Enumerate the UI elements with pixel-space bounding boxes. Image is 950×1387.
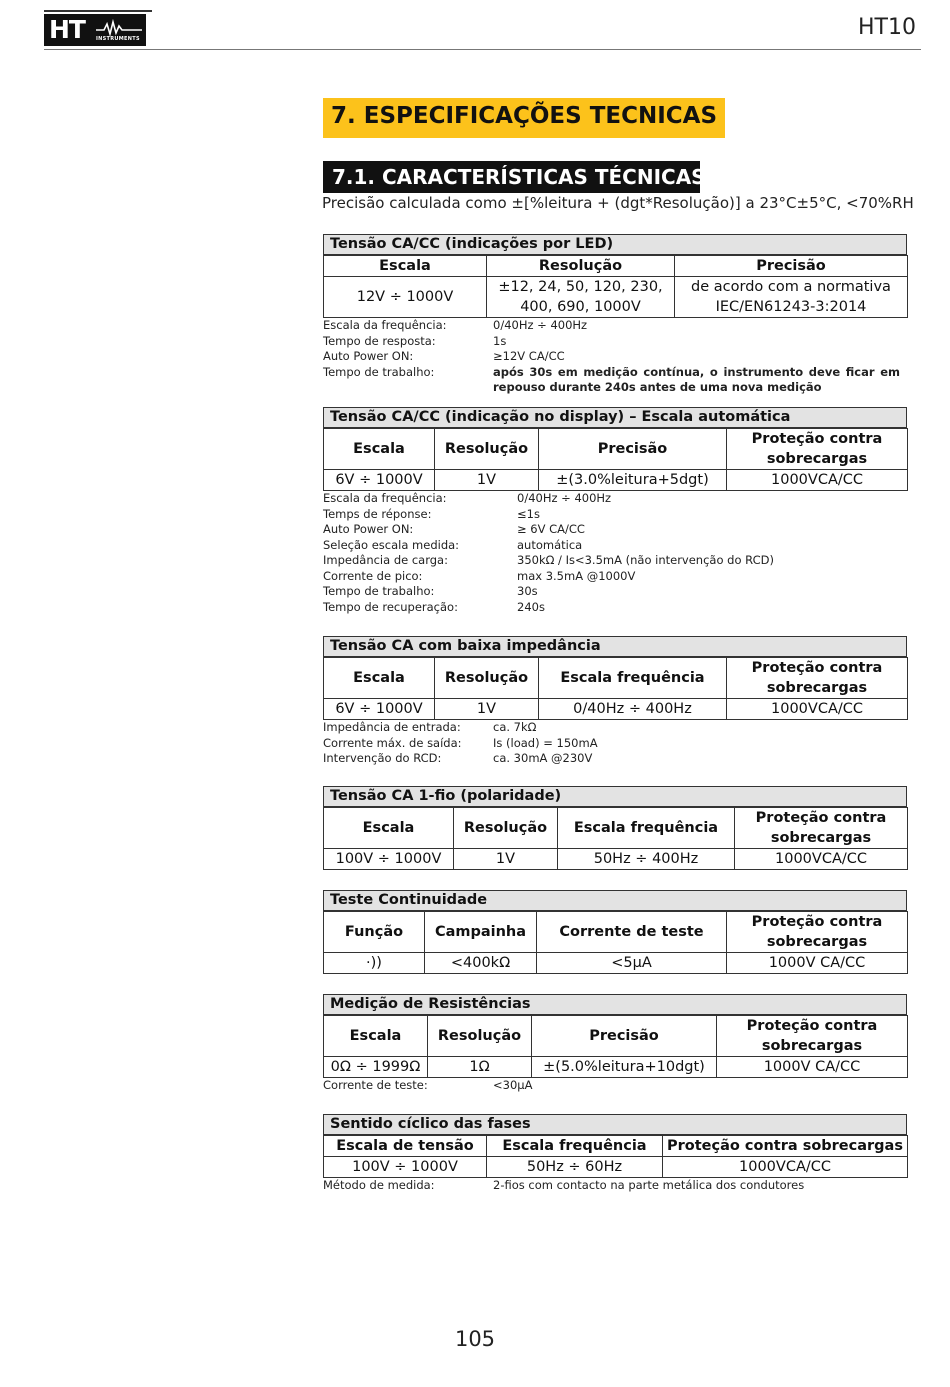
table-cell: 1V (435, 699, 539, 720)
table-cell: 100V ÷ 1000V (324, 1157, 487, 1178)
col-header: Escala (324, 808, 454, 849)
col-header: Proteção contra sobrecargas (663, 1136, 908, 1157)
note-key: Tempo de trabalho: (323, 364, 435, 379)
note-key: Escala da frequência: (323, 491, 447, 505)
table-cell: 0/40Hz ÷ 400Hz (539, 699, 727, 720)
logo-text: HT (49, 15, 85, 44)
buzzer-icon: ·)) (324, 953, 425, 974)
spec-table-display (323, 407, 907, 491)
col-header: Resolução (435, 658, 539, 699)
brand-logo (44, 14, 146, 46)
note-value: 0/40Hz ÷ 400Hz (517, 491, 612, 505)
note-value: Is (load) = 150mA (493, 735, 598, 750)
note-key: Intervenção do RCD: (323, 751, 442, 765)
spec-table-resistance (323, 994, 907, 1078)
table-cell: 1000VCA/CC (727, 699, 908, 720)
note-key: Auto Power ON: (323, 349, 414, 363)
col-header: Proteção contra sobrecargas (717, 1016, 908, 1057)
waveform-icon (96, 19, 142, 37)
note-value: ≥12V CA/CC (493, 349, 565, 363)
table-title: Tensão CA com baixa impedância (323, 636, 907, 657)
note-value: ca. 7kΩ (493, 720, 537, 734)
col-header: Precisão (532, 1016, 717, 1057)
note-value: após 30s em medição contínua, o instrumento deve ficar em repouso durante 240s antes de uma nova medição (493, 364, 900, 394)
col-header: Escala (324, 256, 487, 277)
table-cell: 50Hz ÷ 60Hz (487, 1157, 663, 1178)
note-key: Corrente máx. de saída: (323, 735, 462, 750)
table-title: Tensão CA 1-fio (polaridade) (323, 786, 907, 807)
table-cell: 1V (454, 849, 558, 870)
note-key: Corrente de pico: (323, 568, 423, 583)
note-key: Escala da frequência: (323, 318, 447, 332)
note-key: Tempo de recuperação: (323, 599, 458, 614)
col-header: Escala frequência (539, 658, 727, 699)
col-header: Escala de tensão (324, 1136, 487, 1157)
col-header: Função (324, 912, 425, 953)
col-header: Proteção contra sobrecargas (727, 658, 908, 699)
table-cell: 6V ÷ 1000V (324, 699, 435, 720)
table-cell: 100V ÷ 1000V (324, 849, 454, 870)
table-cell: de acordo com a normativa IEC/EN61243-3:2014 (675, 277, 908, 318)
table-cell: 1V (435, 470, 539, 491)
section-heading: 7.1. CARACTERÍSTICAS TÉCNICAS (323, 161, 700, 193)
table-cell: 50Hz ÷ 400Hz (558, 849, 735, 870)
col-header: Escala frequência (558, 808, 735, 849)
note-key: Tempo de resposta: (323, 333, 436, 348)
spec-table-phase-sequence (323, 1114, 907, 1178)
table-title: Tensão CA/CC (indicações por LED) (323, 234, 907, 255)
note-key: Tempo de trabalho: (323, 584, 435, 598)
note-key: Corrente de teste: (323, 1078, 428, 1092)
note-value: ≤1s (517, 506, 540, 521)
table-cell: <400kΩ (425, 953, 537, 974)
col-header: Resolução (487, 256, 675, 277)
chapter-heading: 7. ESPECIFICAÇÕES TECNICAS (323, 98, 725, 138)
table-cell: 12V ÷ 1000V (324, 277, 487, 318)
logo-subtext: INSTRUMENTS (96, 36, 140, 42)
col-header: Escala frequência (487, 1136, 663, 1157)
accuracy-intro: Precisão calculada como ±[%leitura + (dgt*Resolução)] a 23°C±5°C, <70%RH (322, 194, 914, 212)
note-value: max 3.5mA @1000V (517, 568, 636, 583)
note-value: 240s (517, 599, 545, 614)
col-header: Proteção contra sobrecargas (727, 429, 908, 470)
note-value: 1s (493, 333, 507, 348)
col-header: Proteção contra sobrecargas (727, 912, 908, 953)
note-value: automática (517, 537, 583, 552)
spec-table-led (323, 234, 907, 318)
note-value: 350kΩ / Is<3.5mA (não intervenção do RCD) (517, 553, 774, 567)
note-key: Auto Power ON: (323, 522, 414, 536)
note-key: Temps de réponse: (323, 506, 432, 521)
table-cell: 1000V CA/CC (717, 1057, 908, 1078)
note-value: 30s (517, 584, 538, 598)
note-value: ca. 30mA @230V (493, 751, 593, 765)
note-value: <30µA (493, 1078, 533, 1092)
table-cell: 0Ω ÷ 1999Ω (324, 1057, 428, 1078)
page-number: 105 (454, 1327, 496, 1351)
col-header: Resolução (454, 808, 558, 849)
table-cell: 1000V CA/CC (727, 953, 908, 974)
note-value: ≥ 6V CA/CC (517, 522, 585, 536)
table-cell: ±(5.0%leitura+10dgt) (532, 1057, 717, 1078)
col-header: Escala (324, 1016, 428, 1057)
table-cell: 6V ÷ 1000V (324, 470, 435, 491)
table-cell: ±(3.0%leitura+5dgt) (539, 470, 727, 491)
col-header: Escala (324, 429, 435, 470)
table-cell: 1Ω (428, 1057, 532, 1078)
col-header: Resolução (435, 429, 539, 470)
note-key: Método de medida: (323, 1178, 435, 1192)
table-title: Medição de Resistências (323, 994, 907, 1015)
table-title: Tensão CA/CC (indicação no display) – Escala automática (323, 407, 907, 428)
spec-table-one-wire (323, 786, 907, 870)
note-value: 0/40Hz ÷ 400Hz (493, 318, 588, 332)
table-title: Teste Continuidade (323, 890, 907, 911)
col-header: Precisão (675, 256, 908, 277)
table-cell: 1000VCA/CC (727, 470, 908, 491)
note-key: Seleção escala medida: (323, 537, 460, 552)
col-header: Campainha (425, 912, 537, 953)
col-header: Escala (324, 658, 435, 699)
col-header: Resolução (428, 1016, 532, 1057)
document-code: HT10 (858, 15, 916, 40)
spec-table-continuity (323, 890, 907, 974)
table-cell: 1000VCA/CC (735, 849, 908, 870)
note-value: 2-fios com contacto na parte metálica dos condutores (493, 1178, 805, 1192)
header-rule-top (44, 10, 152, 12)
spec-table-low-impedance (323, 636, 907, 720)
col-header: Corrente de teste (537, 912, 727, 953)
note-key: Impedância de carga: (323, 553, 448, 567)
table-title: Sentido cíclico das fases (323, 1114, 907, 1135)
table-cell: 1000VCA/CC (663, 1157, 908, 1178)
table-cell: <5µA (537, 953, 727, 974)
table-cell: ±12, 24, 50, 120, 230, 400, 690, 1000V (487, 277, 675, 318)
col-header: Proteção contra sobrecargas (735, 808, 908, 849)
col-header: Precisão (539, 429, 727, 470)
header-divider (44, 49, 921, 50)
note-key: Impedância de entrada: (323, 720, 461, 734)
